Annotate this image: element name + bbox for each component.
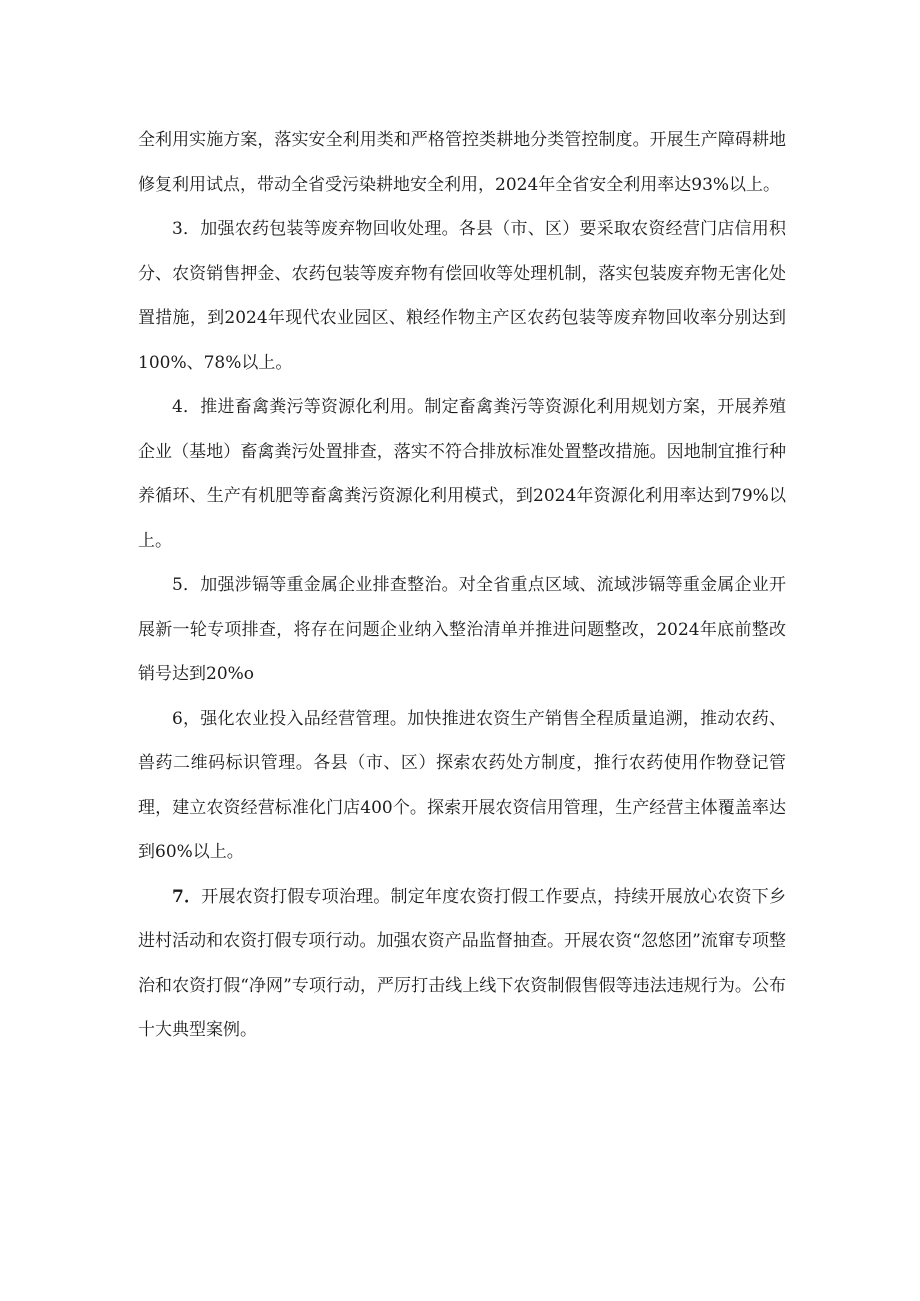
paragraph-text: 开展农资打假专项治理。制定年度农资打假工作要点，持续开展放心农资下乡进村活动和农资打假专项行动。加强农资产品监督抽查。开展农资“忽悠团”流窜专项整治和农资打假“净网”专项行动，严厉打击线上线下农资制假售假等违法违规行为。公布十大典型案例。 (138, 886, 786, 1040)
item-number: 3． (172, 219, 201, 239)
paragraph-text: 推进畜禽粪污等资源化利用。制定畜禽粪污等资源化利用规划方案，开展养殖企业（基地）畜禽粪污处置排查，落实不符合排放标准处置整改措施。因地制宜推行种养循环、生产有机肥等畜禽粪污资源化利用模式，到2024年资源化利用率达到79%以上。 (138, 397, 787, 551)
paragraph-item-6 (138, 697, 786, 875)
item-number: 6， (172, 708, 201, 729)
paragraph-item-5 (138, 563, 786, 697)
item-number: 4． (172, 397, 201, 417)
paragraph-text: 全利用实施方案，落实安全利用类和严格管控类耕地分类管控制度。开展生产障碍耕地修复利用试点，带动全省受污染耕地安全利用，2024年全省安全利用率达93%以上。 (138, 130, 786, 195)
paragraph-continuation (138, 118, 786, 207)
paragraph-item-7 (138, 875, 786, 1053)
item-number: 5． (172, 575, 201, 595)
paragraph-item-4 (138, 385, 786, 563)
paragraph-text: 加强农药包装等废弃物回收处理。各县（市、区）要采取农资经营门店信用积分、农资销售押金、农药包装等废弃物有偿回收等处理机制，落实包装废弃物无害化处置措施，到2024年现代农业园区、粮经作物主产区农药包装等废弃物回收率分别达到100%、78%以上。 (138, 219, 787, 373)
paragraph-text: 强化农业投入品经营管理。加快推进农资生产销售全程质量追溯，推动农药、兽药二维码标识管理。各县（市、区）探索农药处方制度，推行农药使用作物登记管理，建立农资经营标准化门店400个。探索开展农资信用管理，生产经营主体覆盖率达到60%以上。 (138, 708, 787, 862)
item-number: 7． (172, 886, 202, 907)
paragraph-text: 加强涉镉等重金属企业排查整治。对全省重点区域、流域涉镉等重金属企业开展新一轮专项排查，将存在问题企业纳入整治清单并推进问题整改，2024年底前整改销号达到20%o (138, 575, 787, 684)
paragraph-item-3 (138, 207, 786, 385)
document-body (138, 118, 786, 1053)
